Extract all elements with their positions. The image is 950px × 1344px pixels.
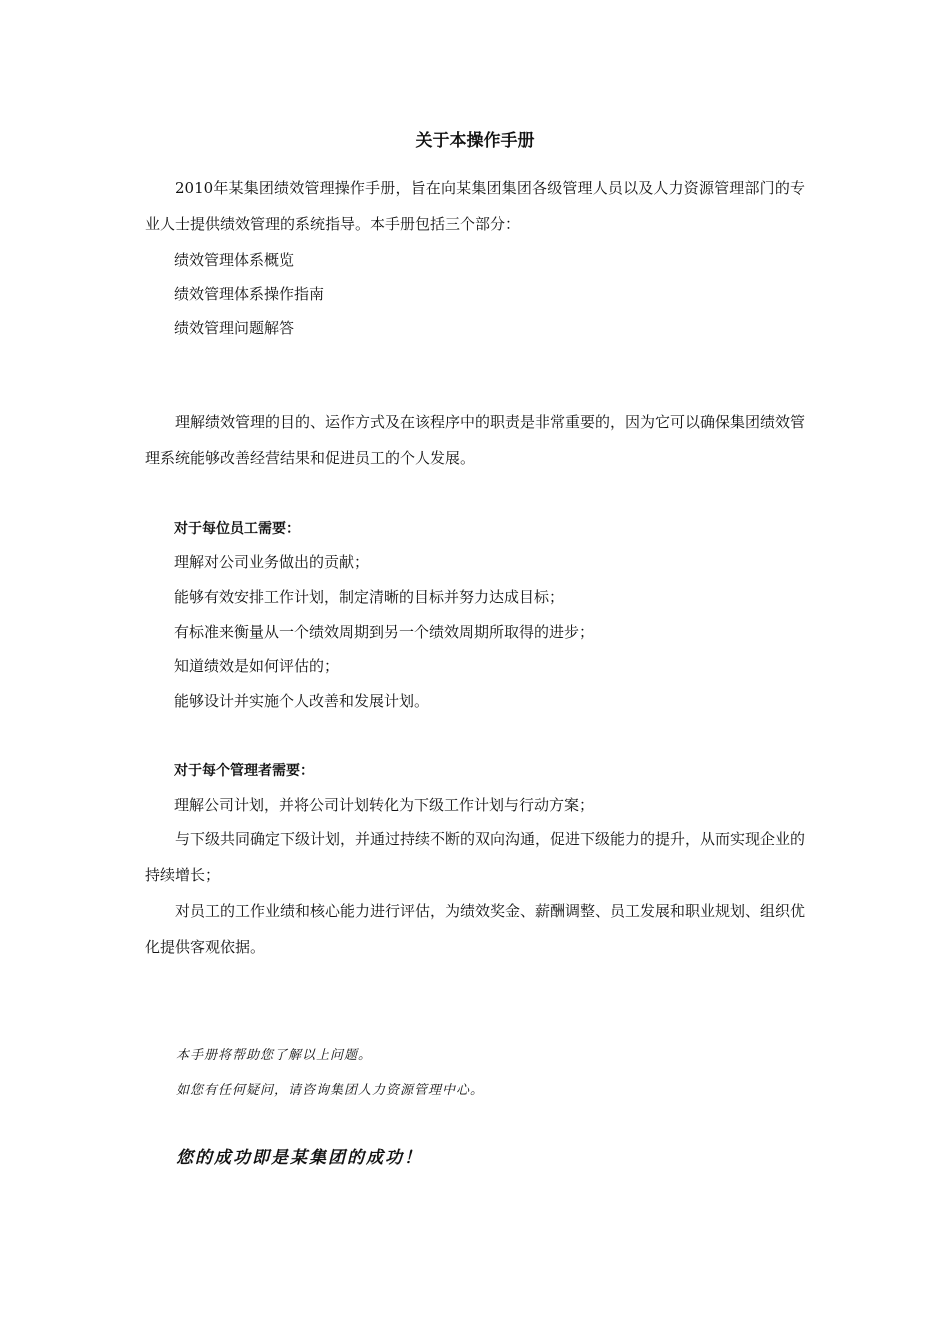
employee-section-heading: 对于每位员工需要： <box>174 521 300 537</box>
employee-item: 知道绩效是如何评估的； <box>174 657 340 675</box>
part-item: 绩效管理体系概览 <box>174 251 295 269</box>
employee-item: 有标准来衡量从一个绩效周期到另一个绩效周期所取得的进步； <box>174 623 595 641</box>
closing-line-2: 如您有任何疑问，请咨询集团人力资源管理中心。 <box>176 1083 485 1098</box>
manager-item: 与下级共同确定下级计划，并通过持续不断的双向沟通，促进下级能力的提升，从而实现企业的持续增长； <box>145 830 806 884</box>
intro-paragraph: 2010年某集团绩效管理操作手册，旨在向某集团集团各级管理人员以及人力资源管理部门的专业人士提供绩效管理的系统指导。本手册包括三个部分： <box>145 179 805 233</box>
manager-item: 对员工的工作业绩和核心能力进行评估，为绩效奖金、薪酬调整、员工发展和职业规划、组织优化提供客观依据。 <box>145 902 806 956</box>
employee-item: 能够设计并实施个人改善和发展计划。 <box>174 692 430 710</box>
closing-line-1: 本手册将帮助您了解以上问题。 <box>176 1048 373 1063</box>
document-title: 关于本操作手册 <box>415 131 535 151</box>
manager-item: 理解公司计划，并将公司计划转化为下级工作计划与行动方案； <box>174 796 595 814</box>
closing-slogan: 您的成功即是某集团的成功！ <box>176 1148 423 1168</box>
part-item: 绩效管理问题解答 <box>174 319 295 337</box>
employee-item: 能够有效安排工作计划，制定清晰的目标并努力达成目标； <box>174 588 565 606</box>
purpose-paragraph: 理解绩效管理的目的、运作方式及在该程序中的职责是非常重要的，因为它可以确保集团绩效管理系统能够改善经营结果和促进员工的个人发展。 <box>145 413 806 467</box>
manager-section-heading: 对于每个管理者需要： <box>174 763 314 779</box>
employee-item: 理解对公司业务做出的贡献； <box>174 553 370 571</box>
part-item: 绩效管理体系操作指南 <box>174 285 325 303</box>
